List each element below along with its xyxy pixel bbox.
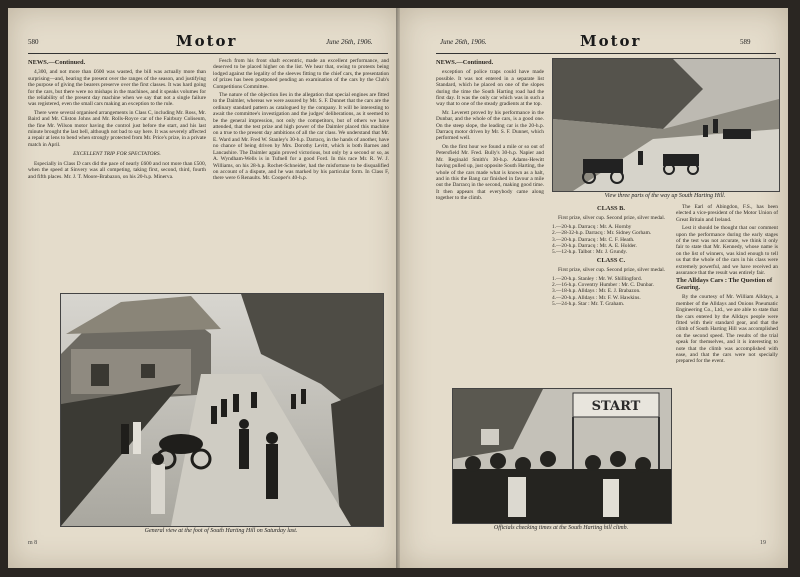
paragraph: Lest it should be thought that our comment upon the performance during the early stages of the test was not accurate, we think it only fair to state that Mr. Kennedy, whose name is on the list of winners, was kind enough to tell us that the whole of the cars in his class were extremely powerful, and we have received an assurance that the result was entirely fair. (676, 225, 778, 277)
paragraph: Fesch from his front shaft eccentric, made an excellent performance, and deserved to be placed higher on the list. We hear that, owing to protests being lodged against the legality of the sleeves fitting to the chief cars, the presentation of prizes has been postponed pending an examination of the cars by the Club's Competitions Committee. (213, 58, 389, 90)
date-left: June 26th, 1906. (326, 38, 373, 46)
list-item: 4.—20-h.p. Alldays : Mr. F. W. Hawkins. (552, 294, 641, 301)
list-item: 2.—16-h.p. Coventry Humber : Mr. C. Dunbar. (552, 282, 654, 289)
photo-caption-right-bottom: Officials checking times at the South Harting hill climb. (493, 525, 629, 531)
section-heading-left: NEWS.—Continued. (28, 59, 86, 66)
photo-foot-of-hill (60, 293, 384, 527)
results-column (552, 204, 670, 384)
photo-officials (452, 388, 672, 524)
header-rule-left (28, 53, 388, 54)
paragraph: The nature of the objection lies in the allegation that special engines are fitted to the Daimler, whereas we were assured by Mr. S. F. Dunnet that the cars are the ordinary standard pattern as catalogued by the company. It will be interesting to await the committee's investigation and the judges' deliberations, as it seemed to be the general impression, not only the competitors, but of others we have attended, that the test prize and high power of the Daimler placed this machine on a true to the present day ambitions of all the car class. We understand that Mr. E. Ward and Mr. Fred W. Stanley's 30-h.p. Darracq, in the hands of another, have no chance of being driven by Mrs. Dorothy Levitt, which is both Barnes and Lancashire. The Daimler again proved victorious, but only by a second or so, as A. Wyndham-Wells is in Tufnell for a good Ford. In this race Mr. R. W. J. Williams, on his 28-h.p. Rochet-Schneider, had the misfortune to be disqualified on account of a dispute, and he was marked by his particular form. In Class F, there were 6 Renaults. Mr. Cooper's 40-h.p. (213, 92, 389, 182)
header-rule-right (436, 53, 776, 54)
paragraph: Mr. Leverett proved by his performance in the Dunbar, and the whole of the cars, is a good one. On the steep slope, the leading car is the 20-h.p. Darracq motor driven by Mr. S. F. Dunnet, which performed well. (436, 109, 544, 142)
right-page (400, 8, 788, 568)
section-heading-right: NEWS.—Continued. (436, 59, 494, 66)
subheading: EXCELLENT TRIP FOR SPECTATORS. (73, 151, 161, 158)
start-banner: START (591, 399, 641, 414)
paragraph: There were several organised arrangements in Class C, including Mr. Ross, Mr. Baird and Mr. Cliston Johns and Mr. Rolls-Royce car of the Fairbury Coliseum, the fine Mr. Wilson motor having the control just before the start, and his last minute brought the last bell, although not bad to say here. It was severely affected a repair at lens to bend when strongly protected from Mr. Price's prize, in a private match in April. (28, 109, 206, 148)
list-item: 1.—20-h.p. Darracq : Mr. A. Hornby (552, 223, 632, 230)
class-c-intro: First prize, silver cup. Second prize, silver medal. (558, 267, 666, 274)
list-item: 5.—12-h.p. Talbot : Mr. J. Grundy. (552, 249, 628, 256)
subheading: The Alldays Cars : The Question of Gearing. (676, 277, 773, 291)
left-column-1 (28, 58, 206, 286)
class-c-heading: CLASS C. (596, 256, 626, 264)
page-number-left: 580 (28, 38, 39, 46)
masthead-left: Motor (176, 32, 238, 50)
footer-right: 19 (760, 540, 766, 546)
crowd-road-photo (61, 294, 383, 526)
left-column-2 (213, 58, 389, 286)
paragraph: Especially in Class D cars did the pace of nearly £600 and not more than £500, when the speed at Sinvery was all competing, taking first, second, third, fourth and fifth places. Mr. J. T. Moore-Brabazon, on his 20-h.p. Minerva. (28, 160, 206, 180)
list-item: 3.—20-h.p. Darracq : Mr. C. F. Heath. (552, 236, 635, 243)
photo-caption-left: General view at the foot of South Harting Hill on Saturday last. (144, 528, 298, 534)
hill-cars-photo (553, 59, 779, 191)
paragraph: On the first hour we found a mile or so out of Petersfield Mr. Fred. Bully's 30-h.p. Napier and Mr. Reginald Smith's 30-h.p. Adams-Hewitt having pulled up, just opposite South Harting, the whole of the cars made what is known as a halt, and in this the Bang car finished in favour a mile out the Darracq in the second, making good time. It then appears that everybody came along together to the climb. (436, 143, 544, 202)
class-b-intro: First prize, silver cup. Second prize, silver medal. (558, 215, 666, 222)
photo-hill-view (552, 58, 780, 192)
list-item: 1.—20-h.p. Stanley : Mr. W. Shillingford. (552, 275, 642, 282)
right-column-3 (676, 204, 778, 530)
list-item: 4.—20-h.p. Darracq : Mr. A. E. Holder. (552, 243, 637, 250)
list-item: 5.—24-h.p. Star : Mr. T. Graham. (552, 301, 625, 308)
paragraph: exception of police traps could have made possible. It was not entered in a separate list Standard, which he placed on one of the slopes during the time the South Harting road had the first day. It was the only car which was in such a way that to one of the steady gradients at the top. (436, 69, 544, 108)
paragraph: By the courtesy of Mr. William Alldays, a member of the Alldays and Onions Pneumatic Engineering Co., Ltd., we are able to state that the cars entered by the Alldays people were fitted with their standard gear, and that the climb of South Harting Hill was accomplished on the second speed. The results of the trial speak for themselves, and it is interesting to note that the climb was accomplished with ease, and that the cars were not specially prepared for the event. (676, 294, 778, 365)
date-right: June 26th, 1906. (440, 38, 487, 46)
page-number-right: 589 (740, 38, 751, 46)
officials-crowd-photo (453, 389, 671, 523)
class-b-heading: CLASS B. (596, 205, 626, 212)
footer-left: m 8 (28, 540, 38, 546)
photo-caption-right-top: View three parts of the way up South Harting Hill. (604, 193, 726, 199)
paragraph: The Earl of Abingdon, F.S., has been elected a vice-president of the Motor Union of Great Britain and Ireland. (676, 204, 778, 223)
left-page (8, 8, 400, 568)
list-item: 3.—18-h.p. Alldays : Mr. E. J. Brabazon. (552, 288, 641, 295)
list-item: 2.—28-32-h.p. Darracq : Mr. Sidney Gorham. (552, 230, 652, 237)
masthead-right: Motor (580, 32, 642, 50)
paragraph: 4,300, and not more than £600 was wasted, the bill was actually more than surprising—and, bearing the present over the ranges of the season, and justifying the purpose of giving the bearers preserve over the first classes. It was hard going for the cars, but there were no mishaps in the machines, and it speaks volumes for the reliability of the present day machine when we say that not a single failure was registered, even the small cars making an exception to the rule. (28, 69, 206, 108)
